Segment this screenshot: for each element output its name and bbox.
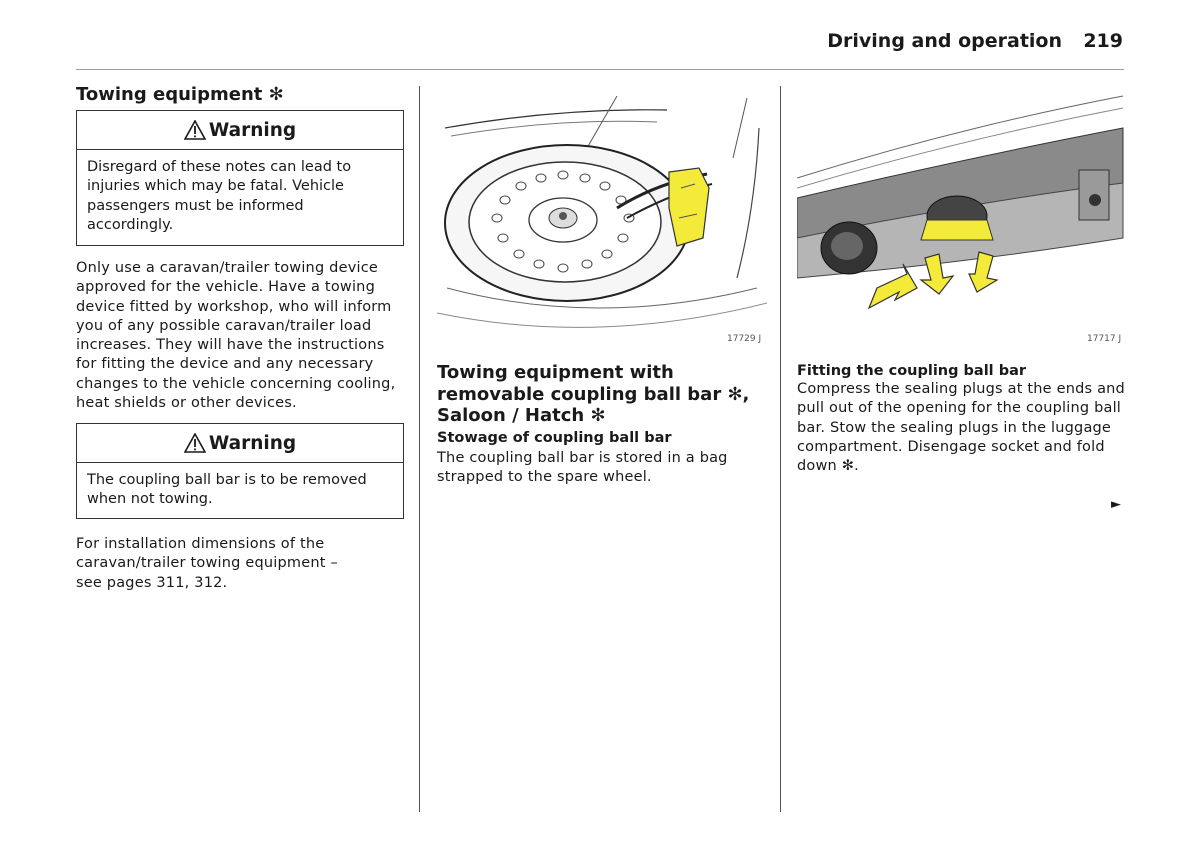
warning-header (77, 111, 403, 150)
towing-equipment-heading: Towing equipment ✻ (76, 84, 284, 105)
warning-header (77, 424, 403, 463)
warning-box-2 (76, 423, 404, 519)
column-divider-2 (780, 86, 781, 812)
figure-code: 17729 J (727, 334, 762, 344)
figure-code: 17717 J (1087, 334, 1122, 344)
coupling-socket-illustration (797, 88, 1127, 346)
removable-ball-bar-heading-line3: Saloon / Hatch ✻ (437, 405, 606, 426)
paragraph-installation-dimensions: For installation dimensions of the caravan/trailer towing equipment – see pages 311, 312. (76, 536, 338, 591)
continue-arrow-icon: ► (1111, 497, 1121, 512)
fitting-text: Compress the sealing plugs at the ends and pull out of the opening for the coupling ball bar. Stow the sealing plugs in the luggage compartment. Disengage socket and fold down ✻. (797, 381, 1125, 475)
warning-text: The coupling ball bar is to be removed when not towing. (87, 472, 367, 508)
stowage-subheading: Stowage of coupling ball bar (437, 430, 672, 446)
removable-ball-bar-heading-line1: Towing equipment with (437, 362, 674, 383)
header-rule (76, 69, 1124, 70)
removable-ball-bar-heading-line2: removable coupling ball bar ✻, (437, 384, 750, 405)
column-divider-1 (419, 86, 420, 812)
fitting-subheading: Fitting the coupling ball bar (797, 363, 1027, 379)
page-number: 219 (1083, 30, 1123, 52)
warning-label: Warning (208, 432, 297, 454)
warning-label: Warning (208, 119, 297, 141)
spare-wheel-illustration (437, 88, 767, 346)
warning-text: Disregard of these notes can lead to injuries which may be fatal. Vehicle passengers must be informed accordingly. (87, 159, 352, 233)
warning-box-1 (76, 110, 404, 246)
section-title: Driving and operation (827, 30, 1062, 52)
warning-triangle-icon (184, 120, 206, 140)
stowage-text: The coupling ball bar is stored in a bag strapped to the spare wheel. (437, 450, 728, 486)
paragraph-approved-device: Only use a caravan/trailer towing device approved for the vehicle. Have a towing device fitted by workshop, who will inform you of any possible caravan/trailer load increases. They will have the instructions for fitting the device and any necessary changes to the vehicle concerning cooling, heat shields or other devices. (76, 260, 396, 412)
warning-triangle-icon (184, 433, 206, 453)
